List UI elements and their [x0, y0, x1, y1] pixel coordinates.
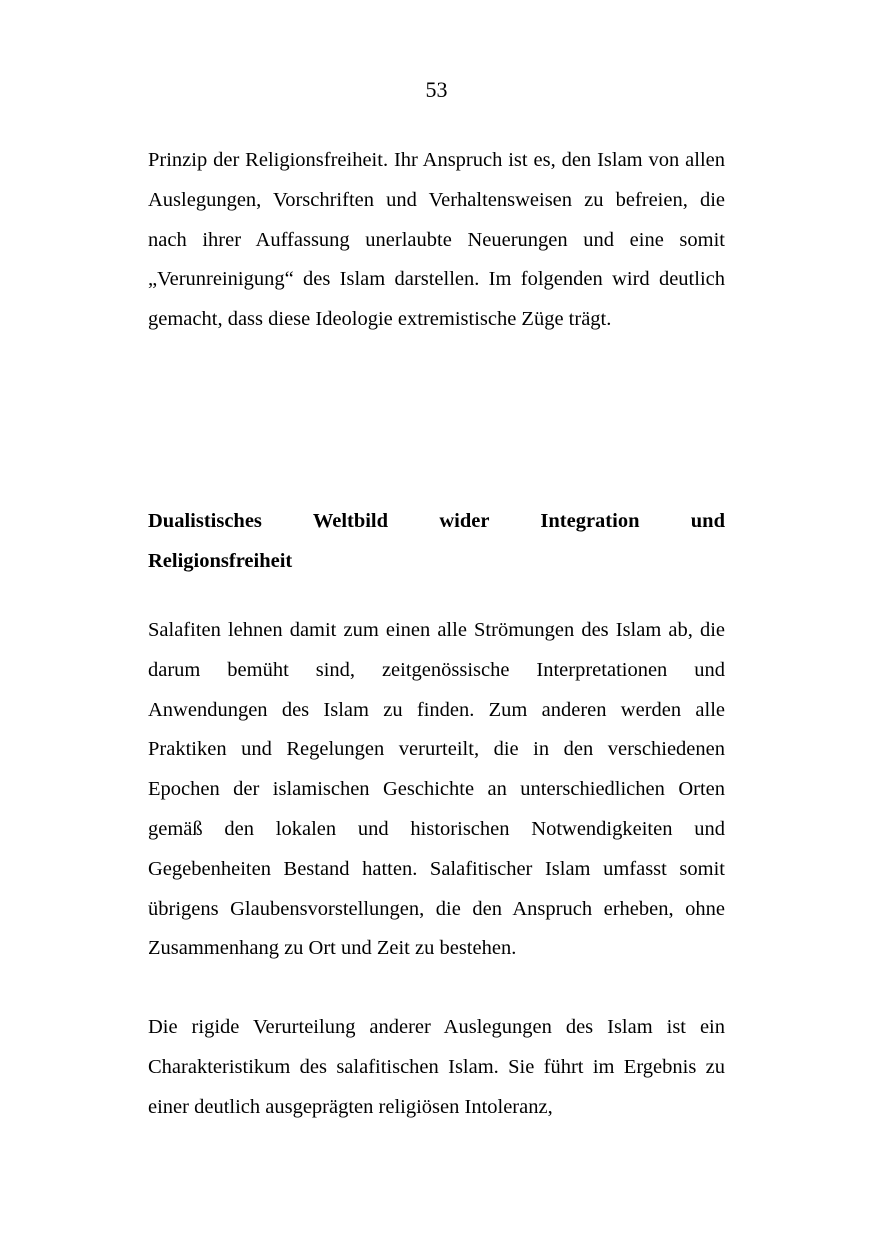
paragraph-religionsfreiheit-intro: Prinzip der Religionsfreiheit. Ihr Anspruch ist es, den Islam von allen Auslegungen, Vorschriften und Verhaltensweisen zu befreien, die nach ihrer Auffassung unerlaubte Neuerungen und eine somit „Verunreinigung“ des Islam darstellen. Im folgenden wird deutlich gemacht, dass diese Ideologie extremistische Züge trägt.	[148, 149, 725, 331]
page-number: 53	[425, 77, 448, 102]
section-heading	[148, 501, 725, 581]
section-heading-line-2: Religionsfreiheit	[148, 550, 293, 572]
paragraph-rigide-verurteilung: Die rigide Verurteilung anderer Auslegungen des Islam ist ein Charakteristikum des salafitischen Islam. Sie führt im Ergebnis zu einer deutlich ausgeprägten religiösen Intoleranz,	[148, 1016, 725, 1118]
section-heading-line-1: Dualistisches Weltbild wider Integration und	[148, 510, 725, 532]
paragraph-salafiten-stroemungen: Salafiten lehnen damit zum einen alle Strömungen des Islam ab, die darum bemüht sind, zeitgenössische Interpretationen und Anwendungen des Islam zu finden. Zum anderen werden alle Praktiken und Regelungen verurteilt, die in den verschiedenen Epochen der islamischen Geschichte an unterschiedlichen Orten gemäß den lokalen und historischen Notwendigkeiten und Gegebenheiten Bestand hatten. Salafitischer Islam umfasst somit übrigens Glaubensvorstellungen, die den Anspruch erheben, ohne Zusammenhang zu Ort und Zeit zu bestehen.	[148, 619, 725, 960]
